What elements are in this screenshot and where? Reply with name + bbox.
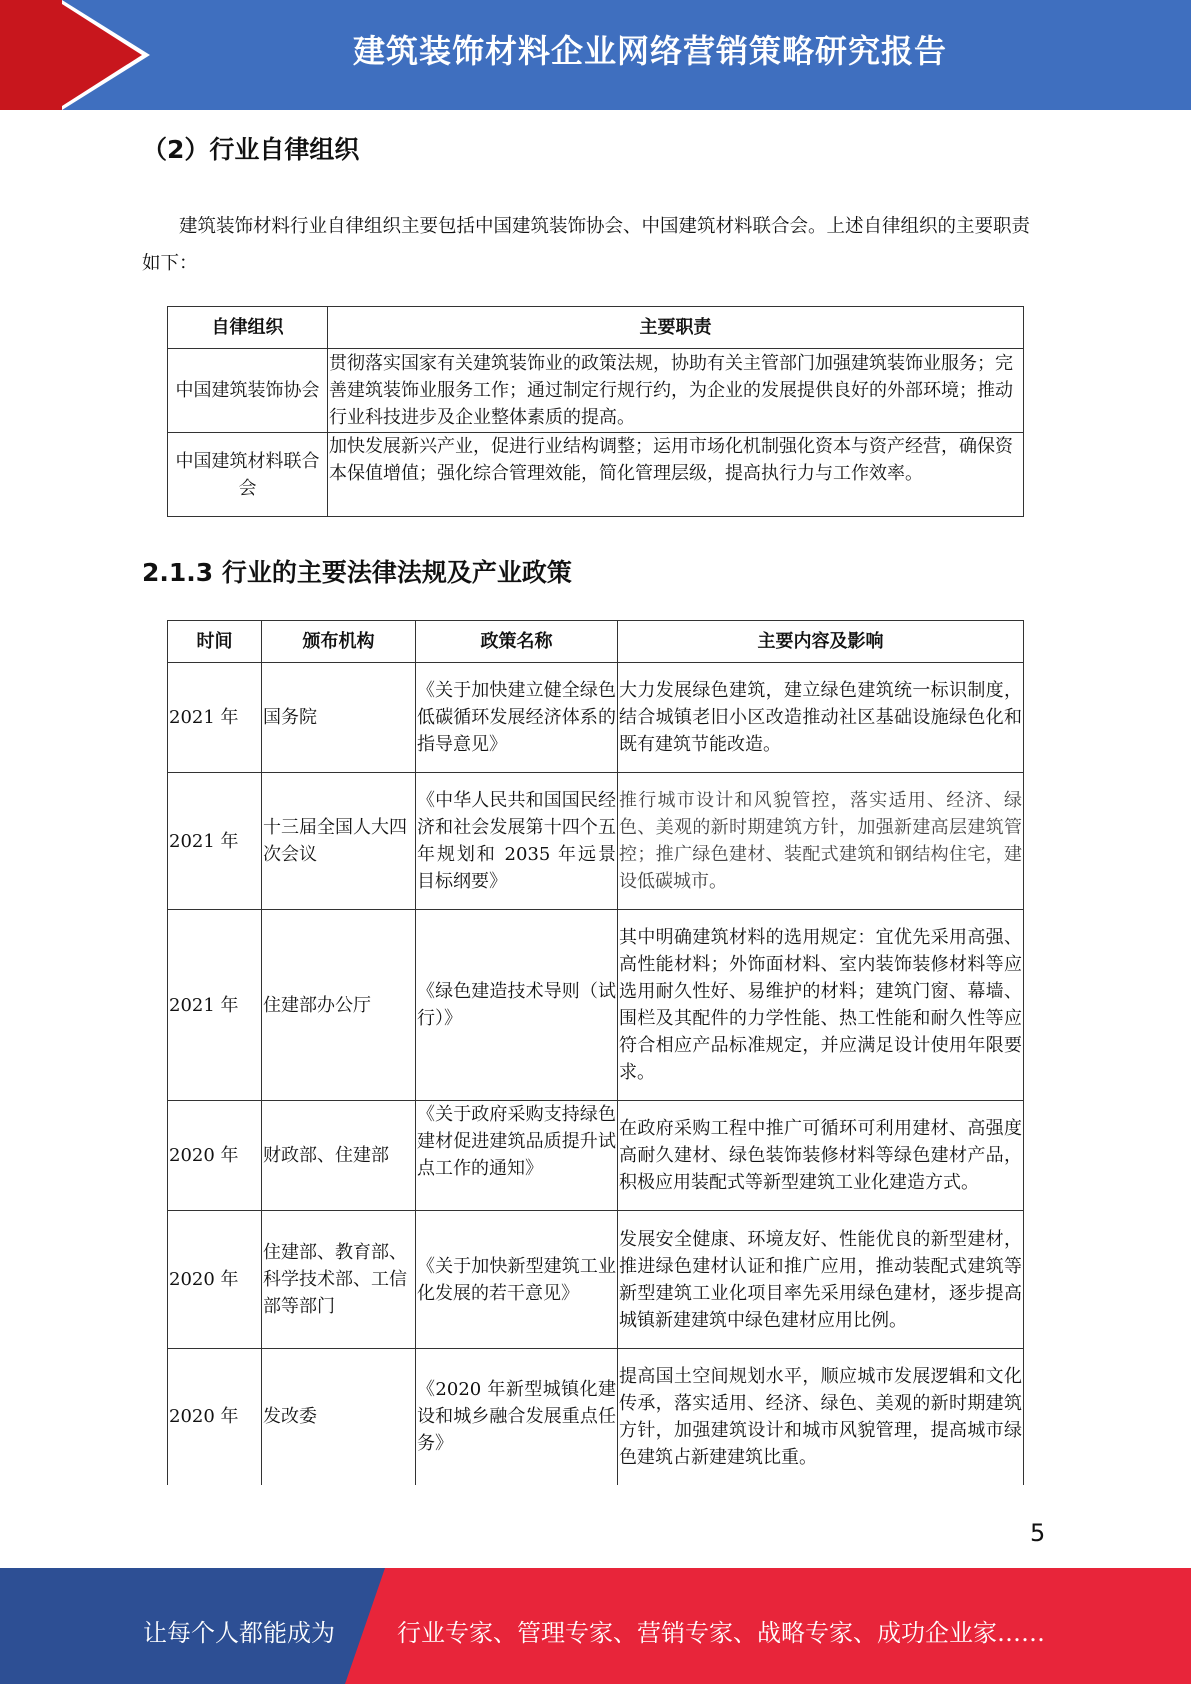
org-duty: 贯彻落实国家有关建筑装饰业的政策法规，协助有关主管部门加强建筑装饰业服务；完善建筑装饰业服务工作；通过制定行规行约，为企业的发展提供良好的外部环境；推动行业科技进步及企业整体素质的提高。 [328, 349, 1024, 433]
policy-content: 其中明确建筑材料的选用规定：宜优先采用高强、高性能材料；外饰面材料、室内装饰装修材料等应选用耐久性好、易维护的材料；建筑门窗、幕墙、围栏及其配件的力学性能、热工性能和耐久性等应符合相应产品标准规定，并应满足设计使用年限要求。 [618, 910, 1024, 1101]
table-row [168, 1349, 1024, 1485]
section-heading-policy: 2.1.3 行业的主要法律法规及产业政策 [142, 558, 572, 587]
header-red-block [0, 0, 62, 110]
policy-time: 2021 年 [168, 663, 262, 773]
table-row [168, 910, 1024, 1101]
policy-time: 2021 年 [168, 910, 262, 1101]
policy-agency: 住建部办公厅 [262, 910, 416, 1101]
policy-name: 《关于加快新型建筑工业化发展的若干意见》 [416, 1211, 618, 1349]
page-number: 5 [1030, 1519, 1046, 1547]
policy-header-content: 主要内容及影响 [618, 621, 1024, 663]
table-row [168, 1101, 1024, 1211]
policy-agency: 发改委 [262, 1349, 416, 1485]
footer-slogan-right: 行业专家、管理专家、营销专家、战略专家、成功企业家…… [397, 1619, 1045, 1647]
policy-header-name: 政策名称 [416, 621, 618, 663]
policy-name: 《绿色建造技术导则（试行）》 [416, 910, 618, 1101]
policy-agency: 财政部、住建部 [262, 1101, 416, 1211]
policy-time: 2020 年 [168, 1101, 262, 1211]
policy-table [167, 620, 1024, 1485]
policy-content: 发展安全健康、环境友好、性能优良的新型建材，推进绿色建材认证和推广应用，推动装配式建筑等新型建筑工业化项目率先采用绿色建材，逐步提高城镇新建建筑中绿色建材应用比例。 [618, 1211, 1024, 1349]
policy-agency: 住建部、教育部、科学技术部、工信部等部门 [262, 1211, 416, 1349]
policy-content: 大力发展绿色建筑，建立绿色建筑统一标识制度，结合城镇老旧小区改造推动社区基础设施绿色化和既有建筑节能改造。 [618, 663, 1024, 773]
org-table-header-duty: 主要职责 [328, 307, 1024, 349]
policy-name: 《关于加快建立健全绿色低碳循环发展经济体系的指导意见》 [416, 663, 618, 773]
org-table [167, 306, 1024, 517]
policy-time: 2020 年 [168, 1349, 262, 1485]
report-title: 建筑装饰材料企业网络营销策略研究报告 [352, 32, 947, 70]
policy-content: 提高国土空间规划水平，顺应城市发展逻辑和文化传承，落实适用、经济、绿色、美观的新时期建筑方针，加强建筑设计和城市风貌管理，提高城市绿色建筑占新建建筑比重。 [618, 1349, 1024, 1485]
org-name: 中国建筑装饰协会 [168, 349, 328, 433]
policy-time: 2021 年 [168, 773, 262, 910]
policy-agency: 十三届全国人大四次会议 [262, 773, 416, 910]
policy-agency: 国务院 [262, 663, 416, 773]
policy-header-agency: 颁布机构 [262, 621, 416, 663]
org-paragraph: 建筑装饰材料行业自律组织主要包括中国建筑装饰协会、中国建筑材料联合会。上述自律组织的主要职责如下： [142, 216, 1031, 274]
table-row [168, 349, 1024, 433]
policy-name: 《关于政府采购支持绿色建材促进建筑品质提升试点工作的通知》 [416, 1101, 618, 1211]
table-row [168, 663, 1024, 773]
section-heading-org: （2）行业自律组织 [142, 135, 360, 164]
table-row [168, 433, 1024, 517]
policy-content: 推行城市设计和风貌管控，落实适用、经济、绿色、美观的新时期建筑方针，加强新建高层建筑管控；推广绿色建材、装配式建筑和钢结构住宅，建设低碳城市。 [618, 773, 1024, 910]
org-name: 中国建筑材料联合会 [168, 433, 328, 517]
policy-time: 2020 年 [168, 1211, 262, 1349]
org-table-header-org: 自律组织 [168, 307, 328, 349]
header-arrow [62, 4, 142, 106]
policy-name: 《中华人民共和国国民经济和社会发展第十四个五年规划和 2035 年远景目标纲要》 [416, 773, 618, 910]
table-row [168, 1211, 1024, 1349]
org-duty: 加快发展新兴产业，促进行业结构调整；运用市场化机制强化资本与资产经营，确保资本保值增值；强化综合管理效能，简化管理层级，提高执行力与工作效率。 [328, 433, 1024, 517]
policy-name: 《2020 年新型城镇化建设和城乡融合发展重点任务》 [416, 1349, 618, 1485]
footer-slogan-left: 让每个人都能成为 [143, 1619, 335, 1647]
policy-header-time: 时间 [168, 621, 262, 663]
table-row [168, 773, 1024, 910]
policy-content: 在政府采购工程中推广可循环可利用建材、高强度高耐久建材、绿色装饰装修材料等绿色建材产品，积极应用装配式等新型建筑工业化建造方式。 [618, 1101, 1024, 1211]
